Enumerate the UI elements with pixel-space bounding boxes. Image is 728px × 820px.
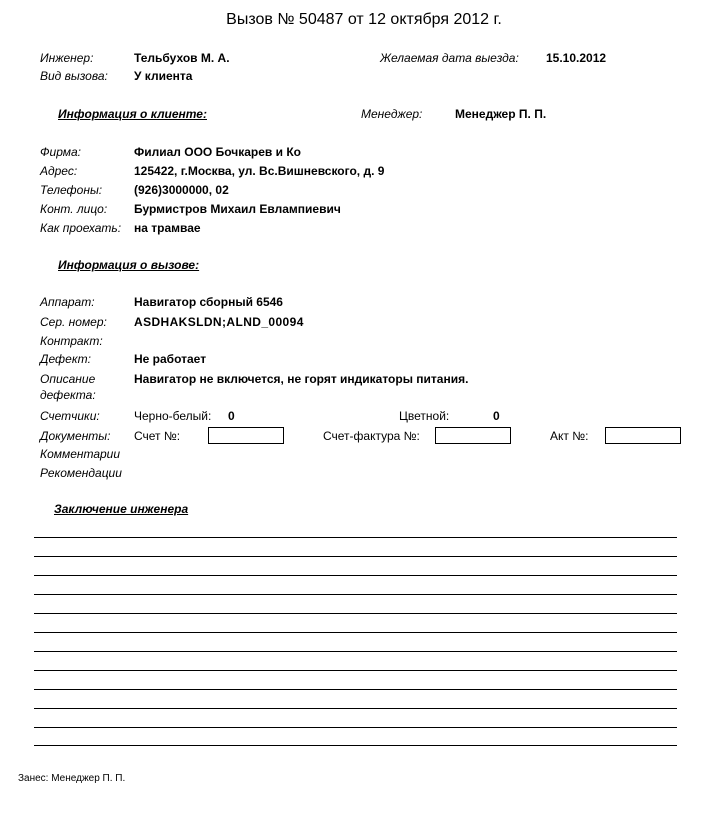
- comments-label: Комментарии: [40, 447, 121, 461]
- conclusion-line: [34, 689, 677, 690]
- call-info-heading: Информация о вызове:: [58, 258, 200, 272]
- color-counter-label: Цветной:: [399, 409, 450, 423]
- device-label: Аппарат:: [40, 295, 95, 309]
- description-label-line2: дефекта:: [40, 388, 96, 402]
- act-label: Акт №:: [550, 429, 589, 443]
- manager-label: Менеджер:: [361, 107, 423, 121]
- color-counter-value: 0: [493, 409, 500, 423]
- phones-value: (926)3000000, 02: [134, 183, 229, 197]
- firm-value: Филиал ООО Бочкарев и Ко: [134, 145, 301, 159]
- conclusion-line: [34, 575, 677, 576]
- engineer-label: Инженер:: [40, 51, 94, 65]
- conclusion-line: [34, 613, 677, 614]
- firm-label: Фирма:: [40, 145, 81, 159]
- description-value: Навигатор не включется, не горят индикаторы питания.: [134, 372, 469, 386]
- taxinvoice-label: Счет-фактура №:: [323, 429, 420, 443]
- bw-counter-value: 0: [228, 409, 235, 423]
- taxinvoice-number-field[interactable]: [435, 427, 511, 444]
- conclusion-line: [34, 594, 677, 595]
- conclusion-heading: Заключение инженера: [54, 502, 189, 516]
- defect-label: Дефект:: [40, 352, 91, 366]
- description-label-line1: Описание: [40, 372, 96, 386]
- serial-value: ASDHAKSLDN;ALND_00094: [134, 315, 304, 329]
- conclusion-line: [34, 651, 677, 652]
- manager-value: Менеджер П. П.: [455, 107, 547, 121]
- conclusion-line: [34, 670, 677, 671]
- conclusion-line: [34, 708, 677, 709]
- conclusion-line: [34, 727, 677, 728]
- client-info-heading: Информация о клиенте:: [58, 107, 207, 121]
- defect-value: Не работает: [134, 352, 207, 366]
- phones-label: Телефоны:: [40, 183, 103, 197]
- invoice-label: Счет №:: [134, 429, 181, 443]
- visit-type-label: Вид вызова:: [40, 69, 108, 83]
- conclusion-line: [34, 537, 677, 538]
- conclusion-line: [34, 745, 677, 746]
- contact-value: Бурмистров Михаил Евлампиевич: [134, 202, 341, 216]
- serial-label: Сер. номер:: [40, 315, 107, 329]
- bw-counter-label: Черно-белый:: [134, 409, 212, 423]
- act-number-field[interactable]: [605, 427, 681, 444]
- counters-label: Счетчики:: [40, 409, 100, 423]
- address-value: 125422, г.Москва, ул. Вс.Вишневского, д. 9: [134, 164, 385, 178]
- device-value: Навигатор сборный 6546: [134, 295, 283, 309]
- route-label: Как проехать:: [40, 221, 122, 235]
- entered-by: Занес: Менеджер П. П.: [18, 773, 126, 784]
- visit-type-value: У клиента: [134, 69, 193, 83]
- contract-label: Контракт:: [40, 334, 103, 348]
- page-title: Вызов № 50487 от 12 октября 2012 г.: [226, 11, 502, 28]
- recommendations-label: Рекомендации: [40, 466, 122, 480]
- documents-label: Документы:: [40, 429, 111, 443]
- route-value: на трамвае: [134, 221, 201, 235]
- address-label: Адрес:: [40, 164, 78, 178]
- engineer-value: Тельбухов М. А.: [134, 51, 230, 65]
- invoice-number-field[interactable]: [208, 427, 284, 444]
- desired-date-value: 15.10.2012: [546, 51, 607, 65]
- conclusion-line: [34, 556, 677, 557]
- conclusion-line: [34, 632, 677, 633]
- desired-date-label: Желаемая дата выезда:: [380, 51, 519, 65]
- contact-label: Конт. лицо:: [40, 202, 108, 216]
